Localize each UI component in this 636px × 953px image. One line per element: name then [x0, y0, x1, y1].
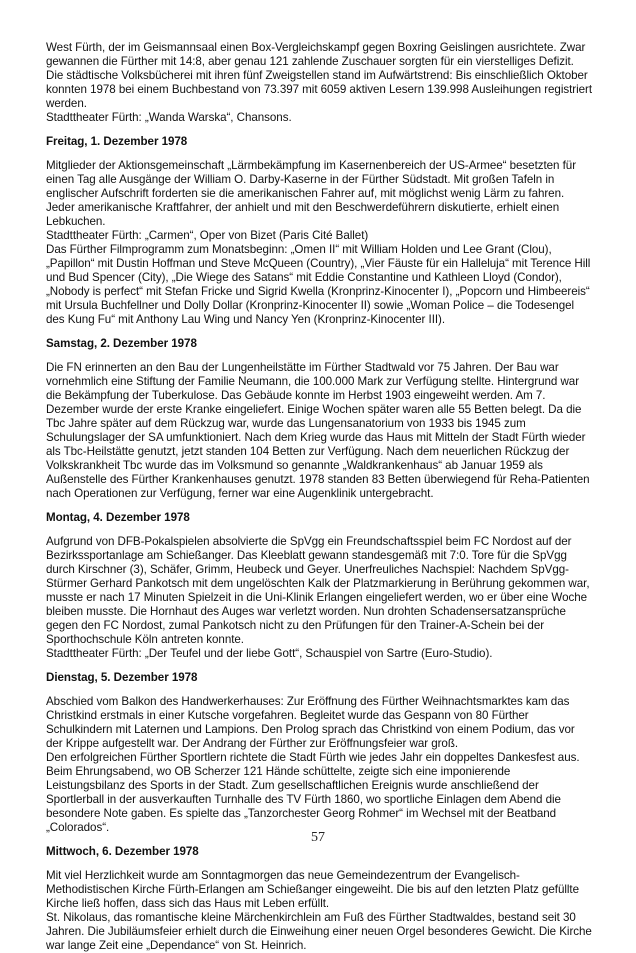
day-entry: [46, 535, 592, 661]
day-entry: [46, 159, 592, 327]
entry-paragraph: Den erfolgreichen Fürther Sportlern richtete die Stadt Fürth wie jedes Jahr ein doppeltes Dankesfest aus. Beim Ehrungsabend, wo OB Scherzer 121 Hände schüttelte, zeigte sich eine imponierende Leistungsbilanz des Sports in der Stadt. Zum gesellschaftlichen Ereignis wurde anschließend der Sportlerball in der ausverkauften Turnhalle des TV Fürth 1860, wo sportliche Einlagen dem Abend die besondere Note gaben. Es spielte das „Tanzorchester Georg Rohmer“ im Wechsel mit der Beatband „Colorados“.: [46, 751, 580, 834]
entry-paragraph: Das Fürther Filmprogramm zum Monatsbeginn: „Omen II“ mit William Holden und Lee Grant (Clou), „Papillon“ mit Dustin Hoffman und Steve McQueen (Country), „Vier Fäuste für ein Halleluja“ mit Terence Hill und Bud Spencer (City), „Die Wiege des Satans“ mit Eddie Constantine und Kathleen Lloyd (Condor), „Nobody is perfect“ mit Stefan Fricke und Sigrid Kwella (Kronprinz-Kinocenter I), „Popcorn und Himbeereis“ mit Ursula Buchfellner und Dolly Dollar (Kronprinz-Kinocenter II) sowie „Woman Police – die Todesengel des Kung Fu“ mit Anthony Lau Wing und Nancy Yen (Kronprinz-Kinocenter III).: [46, 243, 591, 326]
intro-entry: [46, 41, 592, 125]
page-number: 57: [311, 830, 325, 845]
day-heading: Dienstag, 5. Dezember 1978: [46, 671, 198, 684]
entry-paragraph: Stadttheater Fürth: „Der Teufel und der liebe Gott“, Schauspiel von Sartre (Euro-Studio).: [46, 647, 493, 660]
intro-paragraph: Stadttheater Fürth: „Wanda Warska“, Chansons.: [46, 111, 292, 124]
entry-paragraph: Aufgrund von DFB-Pokalspielen absolvierte die SpVgg ein Freundschaftsspiel beim FC Nordost auf der Bezirkssportanlage am Schießanger. Das Kleeblatt gewann standesgemäß mit 7:0. Tore für die SpVgg durch Kirschner (3), Schäfer, Grimm, Heubeck und Geyer. Unerfreuliches Nachspiel: Nachdem SpVgg-Stürmer Gerhard Pankotsch mit dem ungelöschten Kalk der Platzmarkierung in Berührung gekommen war, musste er nach 17 Minuten Spielzeit in die Uni-Klinik Erlangen eingeliefert werden, wo er über eine Woche bleiben musste. Die Hornhaut des Auges war verletzt worden. Nun drohten Schadensersatzansprüche gegen den FC Nordost, zumal Pankotsch nicht zu den Prüfungen für den Trainer-A-Schein bei der Sporthochschule Köln antreten konnte.: [46, 535, 590, 646]
day-entry: [46, 869, 592, 953]
entry-paragraph: Mitglieder der Aktionsgemeinschaft „Lärmbekämpfung im Kasernenbereich der US-Armee“ besetzten für einen Tag alle Ausgänge der William O. Darby-Kaserne in der Fürther Südstadt. Mit großen Tafeln in englischer Aufschrift forderten sie die amerikanischen Fahrer auf, mit möglichst wenig Lärm zu fahren. Jeder amerikanische Kraftfahrer, der anhielt und mit den Beschwerdeführern diskutierte, erhielt einen Lebkuchen.: [46, 159, 577, 228]
day-heading: Samstag, 2. Dezember 1978: [46, 337, 197, 350]
intro-paragraph: Die städtische Volksbücherei mit ihren fünf Zweigstellen stand im Aufwärtstrend: Bis einschließlich Oktober konnten 1978 bei einem Buchbestand von 73.397 mit 6059 aktiven Lesern 139.998 Ausleihungen registriert werden.: [46, 69, 592, 110]
entry-paragraph: Die FN erinnerten an den Bau der Lungenheilstätte im Fürther Stadtwald vor 75 Jahren. Der Bau war vornehmlich eine Stiftung der Familie Neumann, die 100.000 Mark zur Verfügung stellte. Hintergrund war die Bekämpfung der Tuberkulose. Das Gebäude konnte im Herbst 1903 eingeweiht werden. Am 7. Dezember wurde der erste Kranke eingeliefert. Einige Wochen später waren alle 55 Betten belegt. Da die Tbc Jahre später auf dem Rückzug war, wurde das Lungensanatorium von 1933 bis 1945 zum Schulungslager der SA umfunktioniert. Nach dem Krieg wurde das Haus mit Mitteln der Stadt Fürth wieder als Tbc-Heilstätte genutzt, jetzt standen 104 Betten zur Verfügung. Nach dem neuerlichen Rückzug der Volkskrankheit Tbc wurde das im Volksmund so genannte „Waldkrankenhaus“ ab Januar 1959 als Außenstelle des Fürther Krankenhauses genutzt. 1978 standen 83 Betten überwiegend für Reha-Patienten nach Operationen zur Verfügung, ferner war eine Augenklinik untergebracht.: [46, 361, 590, 500]
day-heading: Mittwoch, 6. Dezember 1978: [46, 845, 199, 858]
day-heading: Freitag, 1. Dezember 1978: [46, 135, 188, 148]
entry-paragraph: St. Nikolaus, das romantische kleine Märchenkirchlein am Fuß des Fürther Stadtwaldes, bestand seit 30 Jahren. Die Jubiläumsfeier erhielt durch die Einweihung einer neuen Orgel besonderes Gewicht. Die Kirche war lange Zeit eine „Dependance“ von St. Heinrich.: [46, 911, 592, 952]
day-heading: Montag, 4. Dezember 1978: [46, 511, 190, 524]
entry-paragraph: Abschied vom Balkon des Handwerkerhauses: Zur Eröffnung des Fürther Weihnachtsmarktes kam das Christkind erstmals in einer Kutsche vorgefahren. Begleitet wurde das Gespann von 80 Fürther Schulkindern mit Laternen und Lampions. Den Prolog sprach das Christkind von einem Podium, das vor der Krippe aufgestellt war. Der Andrang der Fürther zur Eröffnungsfeier war groß.: [46, 695, 575, 750]
entry-paragraph: Mit viel Herzlichkeit wurde am Sonntagmorgen das neue Gemeindezentrum der Evangelisch-Methodistischen Kirche Fürth-Erlangen am Schießanger eingeweiht. Die bis auf den letzten Platz gefüllte Kirche ließ hoffen, dass sich das Haus mit Leben erfüllt.: [46, 869, 579, 910]
entry-paragraph: Stadttheater Fürth: „Carmen“, Oper von Bizet (Paris Cité Ballet): [46, 229, 369, 242]
intro-paragraph: West Fürth, der im Geismannsaal einen Box-Vergleichskampf gegen Boxring Geislingen ausrichtete. Zwar gewannen die Fürther mit 14:8, aber genau 121 zahlende Zuschauer sorgten für ein vierstelliges Defizit.: [46, 41, 586, 68]
day-entry: [46, 361, 592, 501]
document-page: [46, 41, 592, 953]
day-entry: [46, 695, 592, 835]
